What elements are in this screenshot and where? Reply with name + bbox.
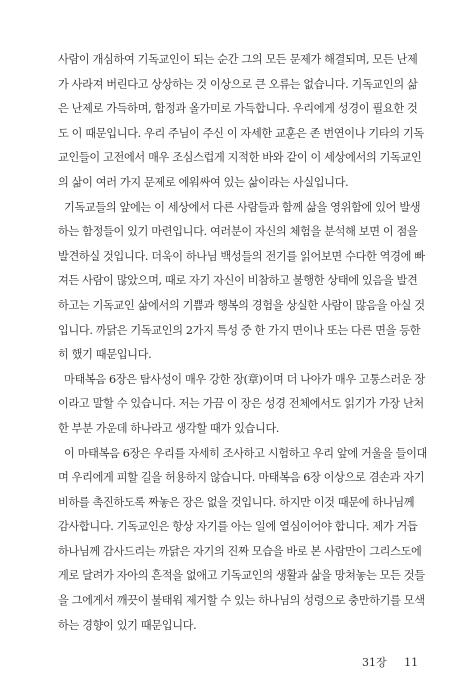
- text-line: 의 삶이 여러 가지 문제로 에워싸여 있는 삶이라는 사실입니다.: [58, 175, 349, 189]
- text-line: 이라고 말할 수 있습니다. 저는 가끔 이 장은 성경 전체에서도 읽기가 가장 난처: [58, 397, 424, 411]
- text-line: 이 마태복음 6장은 우리를 자세히 조사하고 시험하고 우리 앞에 거울을 들이대: [64, 446, 428, 460]
- paragraph: [58, 368, 425, 442]
- text-line: 입니다. 까닭은 기독교인의 2가지 특성 중 한 가지 면이나 또는 다른 면을 등한: [58, 323, 421, 337]
- text-line: 가 사라져 버린다고 상상하는 것 이상으로 큰 오류는 없습니다. 기독교인의 삶: [58, 77, 418, 91]
- text-line: 게로 달려가 자아의 흔적을 없애고 기독교인의 생활과 삶을 망쳐놓는 모든 것들: [58, 569, 425, 583]
- paragraph: [58, 48, 422, 196]
- text-line: 하고는 기독교인 삶에서의 기쁨과 행복의 경험을 상실한 사람이 많음을 아실 것: [58, 298, 425, 312]
- text-line: 사람이 개심하여 기독교인이 되는 순간 그의 모든 문제가 해결되며, 모든 난제: [58, 53, 418, 66]
- text-line: 며 우리에게 피할 길을 허용하지 않습니다. 마태복음 6장 이상으로 겸손과 자기: [58, 471, 425, 485]
- text-line: 져든 사람이 많았으며, 때로 자기 자신이 비참하고 불행한 상태에 있음을 발견: [58, 274, 418, 288]
- page-number: 11: [404, 656, 419, 669]
- text-line: 한 부분 가운데 하나라고 생각할 때가 있습니다.: [58, 421, 280, 435]
- text-line: 하는 경향이 있기 때문입니다.: [58, 618, 197, 632]
- body-text: [58, 48, 428, 638]
- paragraph: [58, 442, 428, 639]
- text-line: 히 했기 때문입니다.: [58, 348, 152, 362]
- page-footer: [362, 654, 418, 670]
- text-line: 비하를 촉진하도록 짜놓은 장은 없을 것입니다. 하지만 이것 때문에 하나님께: [58, 495, 415, 509]
- text-line: 교인들이 고전에서 매우 조심스럽게 지적한 바와 같이 이 세상에서의 기독교인: [58, 151, 422, 165]
- text-line: 하는 함정들이 있기 마련입니다. 여러분이 자신의 체험을 분석해 보면 이 점을: [58, 225, 418, 239]
- paragraph: [58, 196, 425, 368]
- text-line: 은 난제로 가득하며, 함정과 올가미로 가득합니다. 우리에게 성경이 필요한 것: [58, 102, 418, 116]
- text-line: 마태복음 6장은 탐사성이 매우 강한 장(章)이며 더 나아가 매우 고통스러운 장: [64, 372, 425, 386]
- text-line: 하나님께 감사드리는 까닭은 자기의 진짜 모습을 바로 본 사람만이 그리스도에: [58, 544, 422, 558]
- text-line: 기독교들의 앞에는 이 세상에서 다른 사람들과 함께 삶을 영위함에 있어 발생: [64, 200, 421, 214]
- chapter-label: 31장: [362, 656, 387, 669]
- text-line: 도 이 때문입니다. 우리 주님이 주신 이 자세한 교훈은 존 번연이나 기타의 기독: [58, 126, 424, 140]
- text-line: 감사합니다. 기독교인은 항상 자기를 아는 일에 열심이어야 합니다. 제가 거듭: [58, 520, 418, 534]
- text-line: 을 그에게서 깨끗이 불태워 제거할 수 있는 하나님의 성령으로 충만하기를 모색: [58, 594, 425, 608]
- text-line: 발견하실 것입니다. 더욱이 하나님 백성들의 전기를 읽어보면 수다한 역경에 빠: [58, 249, 425, 263]
